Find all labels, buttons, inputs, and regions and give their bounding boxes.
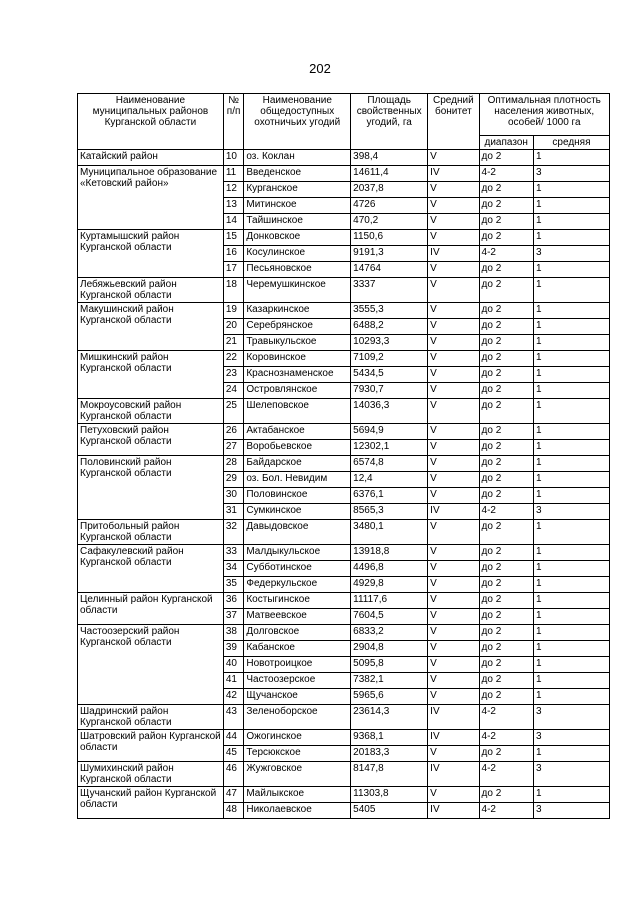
density-average-cell: 3 [533,705,609,730]
row-number-cell: 45 [223,746,244,762]
table-body [78,150,610,819]
table-row [78,166,610,182]
land-name-cell: Щучанское [244,689,351,705]
land-name-cell: Малдыкульское [244,545,351,561]
density-average-cell: 1 [533,383,609,399]
land-name-cell: Воробьевское [244,440,351,456]
density-range-cell: до 2 [479,609,533,625]
row-number-cell: 47 [223,787,244,803]
row-number-cell: 26 [223,424,244,440]
area-cell: 7109,2 [351,351,428,367]
row-number-cell: 41 [223,673,244,689]
row-number-cell: 30 [223,488,244,504]
bonitet-cell: V [428,787,479,803]
density-range-cell: до 2 [479,577,533,593]
density-average-cell: 3 [533,730,609,746]
density-range-cell: до 2 [479,472,533,488]
area-cell: 9368,1 [351,730,428,746]
row-number-cell: 11 [223,166,244,182]
density-average-cell: 1 [533,577,609,593]
area-cell: 3337 [351,278,428,303]
row-number-cell: 10 [223,150,244,166]
district-cell: Шадринский район Курганской области [78,705,224,730]
area-cell: 2037,8 [351,182,428,198]
land-name-cell: Матвеевское [244,609,351,625]
area-cell: 5965,6 [351,689,428,705]
density-range-cell: до 2 [479,787,533,803]
density-range-cell: до 2 [479,625,533,641]
bonitet-cell: V [428,625,479,641]
density-average-cell: 1 [533,182,609,198]
row-number-cell: 16 [223,246,244,262]
bonitet-cell: V [428,488,479,504]
land-name-cell: оз. Коклан [244,150,351,166]
density-average-cell: 1 [533,150,609,166]
bonitet-cell: IV [428,803,479,819]
row-number-cell: 13 [223,198,244,214]
area-cell: 8147,8 [351,762,428,787]
district-cell: Мишкинский район Курганской области [78,351,224,399]
land-name-cell: Тайшинское [244,214,351,230]
density-average-cell: 3 [533,246,609,262]
bonitet-cell: V [428,689,479,705]
area-cell: 14611,4 [351,166,428,182]
table-row [78,351,610,367]
density-range-cell: до 2 [479,182,533,198]
land-name-cell: Серебрянское [244,319,351,335]
density-average-cell: 1 [533,625,609,641]
density-range-cell: до 2 [479,689,533,705]
row-number-cell: 38 [223,625,244,641]
district-cell: Шумихинский район Курганской области [78,762,224,787]
bonitet-cell: V [428,456,479,472]
land-name-cell: Островлянское [244,383,351,399]
bonitet-cell: V [428,367,479,383]
land-name-cell: Зеленоборское [244,705,351,730]
row-number-cell: 39 [223,641,244,657]
district-cell: Щучанский район Курганской области [78,787,224,819]
row-number-cell: 28 [223,456,244,472]
bonitet-cell: V [428,657,479,673]
land-name-cell: Актабанское [244,424,351,440]
density-average-cell: 1 [533,214,609,230]
density-range-cell: 4-2 [479,730,533,746]
area-cell: 7604,5 [351,609,428,625]
density-average-cell: 3 [533,762,609,787]
table-row [78,150,610,166]
district-cell: Петуховский район Курганской области [78,424,224,456]
row-number-cell: 12 [223,182,244,198]
density-average-cell: 1 [533,641,609,657]
table-row [78,399,610,424]
bonitet-cell: IV [428,762,479,787]
district-cell: Муниципальное образование «Кетовский район» [78,166,224,230]
bonitet-cell: V [428,351,479,367]
density-range-cell: 4-2 [479,803,533,819]
area-cell: 20183,3 [351,746,428,762]
row-number-cell: 29 [223,472,244,488]
area-cell: 3555,3 [351,303,428,319]
header-district: Наименование муниципальных районов Курганской области [78,94,224,150]
density-average-cell: 1 [533,278,609,303]
land-name-cell: Половинское [244,488,351,504]
header-area: Площадь свойственных угодий, га [351,94,428,150]
table-row [78,705,610,730]
land-name-cell: Давыдовское [244,520,351,545]
row-number-cell: 27 [223,440,244,456]
area-cell: 14764 [351,262,428,278]
bonitet-cell: V [428,230,479,246]
land-name-cell: Коровинское [244,351,351,367]
district-cell: Целинный район Курганской области [78,593,224,625]
row-number-cell: 18 [223,278,244,303]
density-average-cell: 1 [533,303,609,319]
density-range-cell: до 2 [479,399,533,424]
bonitet-cell: V [428,182,479,198]
density-range-cell: до 2 [479,335,533,351]
bonitet-cell: IV [428,705,479,730]
area-cell: 5095,8 [351,657,428,673]
district-cell: Катайский район [78,150,224,166]
area-cell: 10293,3 [351,335,428,351]
density-range-cell: до 2 [479,456,533,472]
density-average-cell: 1 [533,351,609,367]
density-range-cell: до 2 [479,230,533,246]
density-range-cell: до 2 [479,319,533,335]
density-average-cell: 1 [533,689,609,705]
row-number-cell: 14 [223,214,244,230]
land-name-cell: Донковское [244,230,351,246]
density-range-cell: до 2 [479,440,533,456]
table-row [78,593,610,609]
header-average: средняя [533,136,609,150]
land-name-cell: Байдарское [244,456,351,472]
bonitet-cell: IV [428,504,479,520]
header-range: диапазон [479,136,533,150]
density-average-cell: 1 [533,561,609,577]
density-average-cell: 1 [533,593,609,609]
bonitet-cell: V [428,545,479,561]
density-average-cell: 1 [533,746,609,762]
bonitet-cell: V [428,424,479,440]
header-bonitet: Средний бонитет [428,94,479,150]
density-average-cell: 1 [533,520,609,545]
density-average-cell: 1 [533,456,609,472]
land-name-cell: Терсюкское [244,746,351,762]
land-name-cell: Песьяновское [244,262,351,278]
density-average-cell: 1 [533,399,609,424]
row-number-cell: 37 [223,609,244,625]
area-cell: 4726 [351,198,428,214]
density-range-cell: до 2 [479,488,533,504]
district-cell: Сафакулевский район Курганской области [78,545,224,593]
density-range-cell: до 2 [479,303,533,319]
density-range-cell: до 2 [479,641,533,657]
land-name-cell: Сумкинское [244,504,351,520]
land-name-cell: Частоозерское [244,673,351,689]
header-land-name: Наименование общедоступных охотничьих угодий [244,94,351,150]
density-average-cell: 3 [533,166,609,182]
land-name-cell: Введенское [244,166,351,182]
density-average-cell: 1 [533,262,609,278]
area-cell: 11117,6 [351,593,428,609]
bonitet-cell: V [428,440,479,456]
area-cell: 7930,7 [351,383,428,399]
bonitet-cell: V [428,214,479,230]
density-average-cell: 1 [533,488,609,504]
row-number-cell: 44 [223,730,244,746]
density-range-cell: до 2 [479,657,533,673]
area-cell: 470,2 [351,214,428,230]
bonitet-cell: V [428,577,479,593]
district-cell: Половинский район Курганской области [78,456,224,520]
area-cell: 4496,8 [351,561,428,577]
density-average-cell: 1 [533,335,609,351]
density-average-cell: 1 [533,367,609,383]
table-row [78,625,610,641]
land-name-cell: Федеркульское [244,577,351,593]
area-cell: 3480,1 [351,520,428,545]
table-row [78,762,610,787]
land-name-cell: Долговское [244,625,351,641]
bonitet-cell: V [428,641,479,657]
land-name-cell: Субботинское [244,561,351,577]
area-cell: 23614,3 [351,705,428,730]
row-number-cell: 34 [223,561,244,577]
district-cell: Притобольный район Курганской области [78,520,224,545]
land-name-cell: Костыгинское [244,593,351,609]
land-name-cell: Николаевское [244,803,351,819]
area-cell: 6488,2 [351,319,428,335]
row-number-cell: 15 [223,230,244,246]
header-density: Оптимальная плотность населения животных, особей/ 1000 га [479,94,609,136]
land-name-cell: Краснознаменское [244,367,351,383]
row-number-cell: 31 [223,504,244,520]
bonitet-cell: V [428,262,479,278]
row-number-cell: 17 [223,262,244,278]
bonitet-cell: V [428,472,479,488]
area-cell: 2904,8 [351,641,428,657]
land-name-cell: Курганское [244,182,351,198]
land-name-cell: Митинское [244,198,351,214]
density-range-cell: до 2 [479,545,533,561]
row-number-cell: 19 [223,303,244,319]
row-number-cell: 24 [223,383,244,399]
row-number-cell: 33 [223,545,244,561]
density-range-cell: 4-2 [479,705,533,730]
density-range-cell: до 2 [479,150,533,166]
density-range-cell: до 2 [479,198,533,214]
density-average-cell: 1 [533,198,609,214]
row-number-cell: 36 [223,593,244,609]
land-name-cell: Травыкульское [244,335,351,351]
district-cell: Макушинский район Курганской области [78,303,224,351]
density-range-cell: до 2 [479,351,533,367]
row-number-cell: 25 [223,399,244,424]
table-row [78,545,610,561]
bonitet-cell: V [428,319,479,335]
row-number-cell: 35 [223,577,244,593]
row-number-cell: 32 [223,520,244,545]
area-cell: 6574,8 [351,456,428,472]
land-name-cell: Черемушкинское [244,278,351,303]
density-range-cell: до 2 [479,746,533,762]
bonitet-cell: V [428,593,479,609]
row-number-cell: 43 [223,705,244,730]
row-number-cell: 23 [223,367,244,383]
density-average-cell: 1 [533,673,609,689]
area-cell: 5434,5 [351,367,428,383]
area-cell: 4929,8 [351,577,428,593]
bonitet-cell: V [428,383,479,399]
bonitet-cell: V [428,303,479,319]
area-cell: 398,4 [351,150,428,166]
land-name-cell: Кабанское [244,641,351,657]
table-row [78,730,610,746]
district-cell: Мокроусовский район Курганской области [78,399,224,424]
area-cell: 1150,6 [351,230,428,246]
district-cell: Куртамышский район Курганской области [78,230,224,278]
row-number-cell: 20 [223,319,244,335]
district-cell: Лебяжьевский район Курганской области [78,278,224,303]
land-name-cell: Ожогинское [244,730,351,746]
table-row [78,787,610,803]
area-cell: 7382,1 [351,673,428,689]
district-cell: Шатровский район Курганской области [78,730,224,762]
density-range-cell: до 2 [479,383,533,399]
density-average-cell: 1 [533,230,609,246]
bonitet-cell: IV [428,246,479,262]
density-average-cell: 1 [533,424,609,440]
land-name-cell: Майлыкское [244,787,351,803]
bonitet-cell: V [428,746,479,762]
bonitet-cell: V [428,561,479,577]
area-cell: 6376,1 [351,488,428,504]
table-row [78,230,610,246]
density-average-cell: 3 [533,504,609,520]
table-row [78,303,610,319]
density-average-cell: 1 [533,440,609,456]
bonitet-cell: V [428,150,479,166]
area-cell: 12302,1 [351,440,428,456]
table-row [78,520,610,545]
page-number: 202 [309,61,331,76]
density-average-cell: 1 [533,657,609,673]
density-range-cell: до 2 [479,561,533,577]
density-range-cell: до 2 [479,424,533,440]
density-range-cell: 4-2 [479,504,533,520]
density-range-cell: до 2 [479,367,533,383]
row-number-cell: 21 [223,335,244,351]
density-range-cell: 4-2 [479,762,533,787]
land-name-cell: Косулинское [244,246,351,262]
land-name-cell: Шелеповское [244,399,351,424]
hunting-grounds-table [77,93,610,819]
density-range-cell: до 2 [479,593,533,609]
density-range-cell: до 2 [479,673,533,689]
bonitet-cell: V [428,278,479,303]
density-average-cell: 1 [533,545,609,561]
bonitet-cell: V [428,198,479,214]
bonitet-cell: V [428,399,479,424]
density-range-cell: до 2 [479,520,533,545]
density-average-cell: 1 [533,787,609,803]
density-average-cell: 1 [533,319,609,335]
density-range-cell: 4-2 [479,166,533,182]
bonitet-cell: V [428,520,479,545]
land-name-cell: Жужговское [244,762,351,787]
header-number: № п/п [223,94,244,150]
bonitet-cell: IV [428,166,479,182]
row-number-cell: 48 [223,803,244,819]
density-range-cell: до 2 [479,262,533,278]
area-cell: 12,4 [351,472,428,488]
area-cell: 8565,3 [351,504,428,520]
row-number-cell: 40 [223,657,244,673]
density-range-cell: до 2 [479,214,533,230]
table-row [78,278,610,303]
bonitet-cell: IV [428,730,479,746]
area-cell: 13918,8 [351,545,428,561]
area-cell: 5405 [351,803,428,819]
density-range-cell: 4-2 [479,246,533,262]
row-number-cell: 46 [223,762,244,787]
density-average-cell: 1 [533,609,609,625]
area-cell: 6833,2 [351,625,428,641]
density-range-cell: до 2 [479,278,533,303]
area-cell: 5694,9 [351,424,428,440]
bonitet-cell: V [428,609,479,625]
area-cell: 14036,3 [351,399,428,424]
area-cell: 11303,8 [351,787,428,803]
density-average-cell: 3 [533,803,609,819]
row-number-cell: 42 [223,689,244,705]
land-name-cell: Казаркинское [244,303,351,319]
table-row [78,424,610,440]
table-row [78,456,610,472]
density-average-cell: 1 [533,472,609,488]
row-number-cell: 22 [223,351,244,367]
bonitet-cell: V [428,673,479,689]
district-cell: Частоозерский район Курганской области [78,625,224,705]
area-cell: 9191,3 [351,246,428,262]
land-name-cell: оз. Бол. Невидим [244,472,351,488]
bonitet-cell: V [428,335,479,351]
land-name-cell: Новотроицкое [244,657,351,673]
